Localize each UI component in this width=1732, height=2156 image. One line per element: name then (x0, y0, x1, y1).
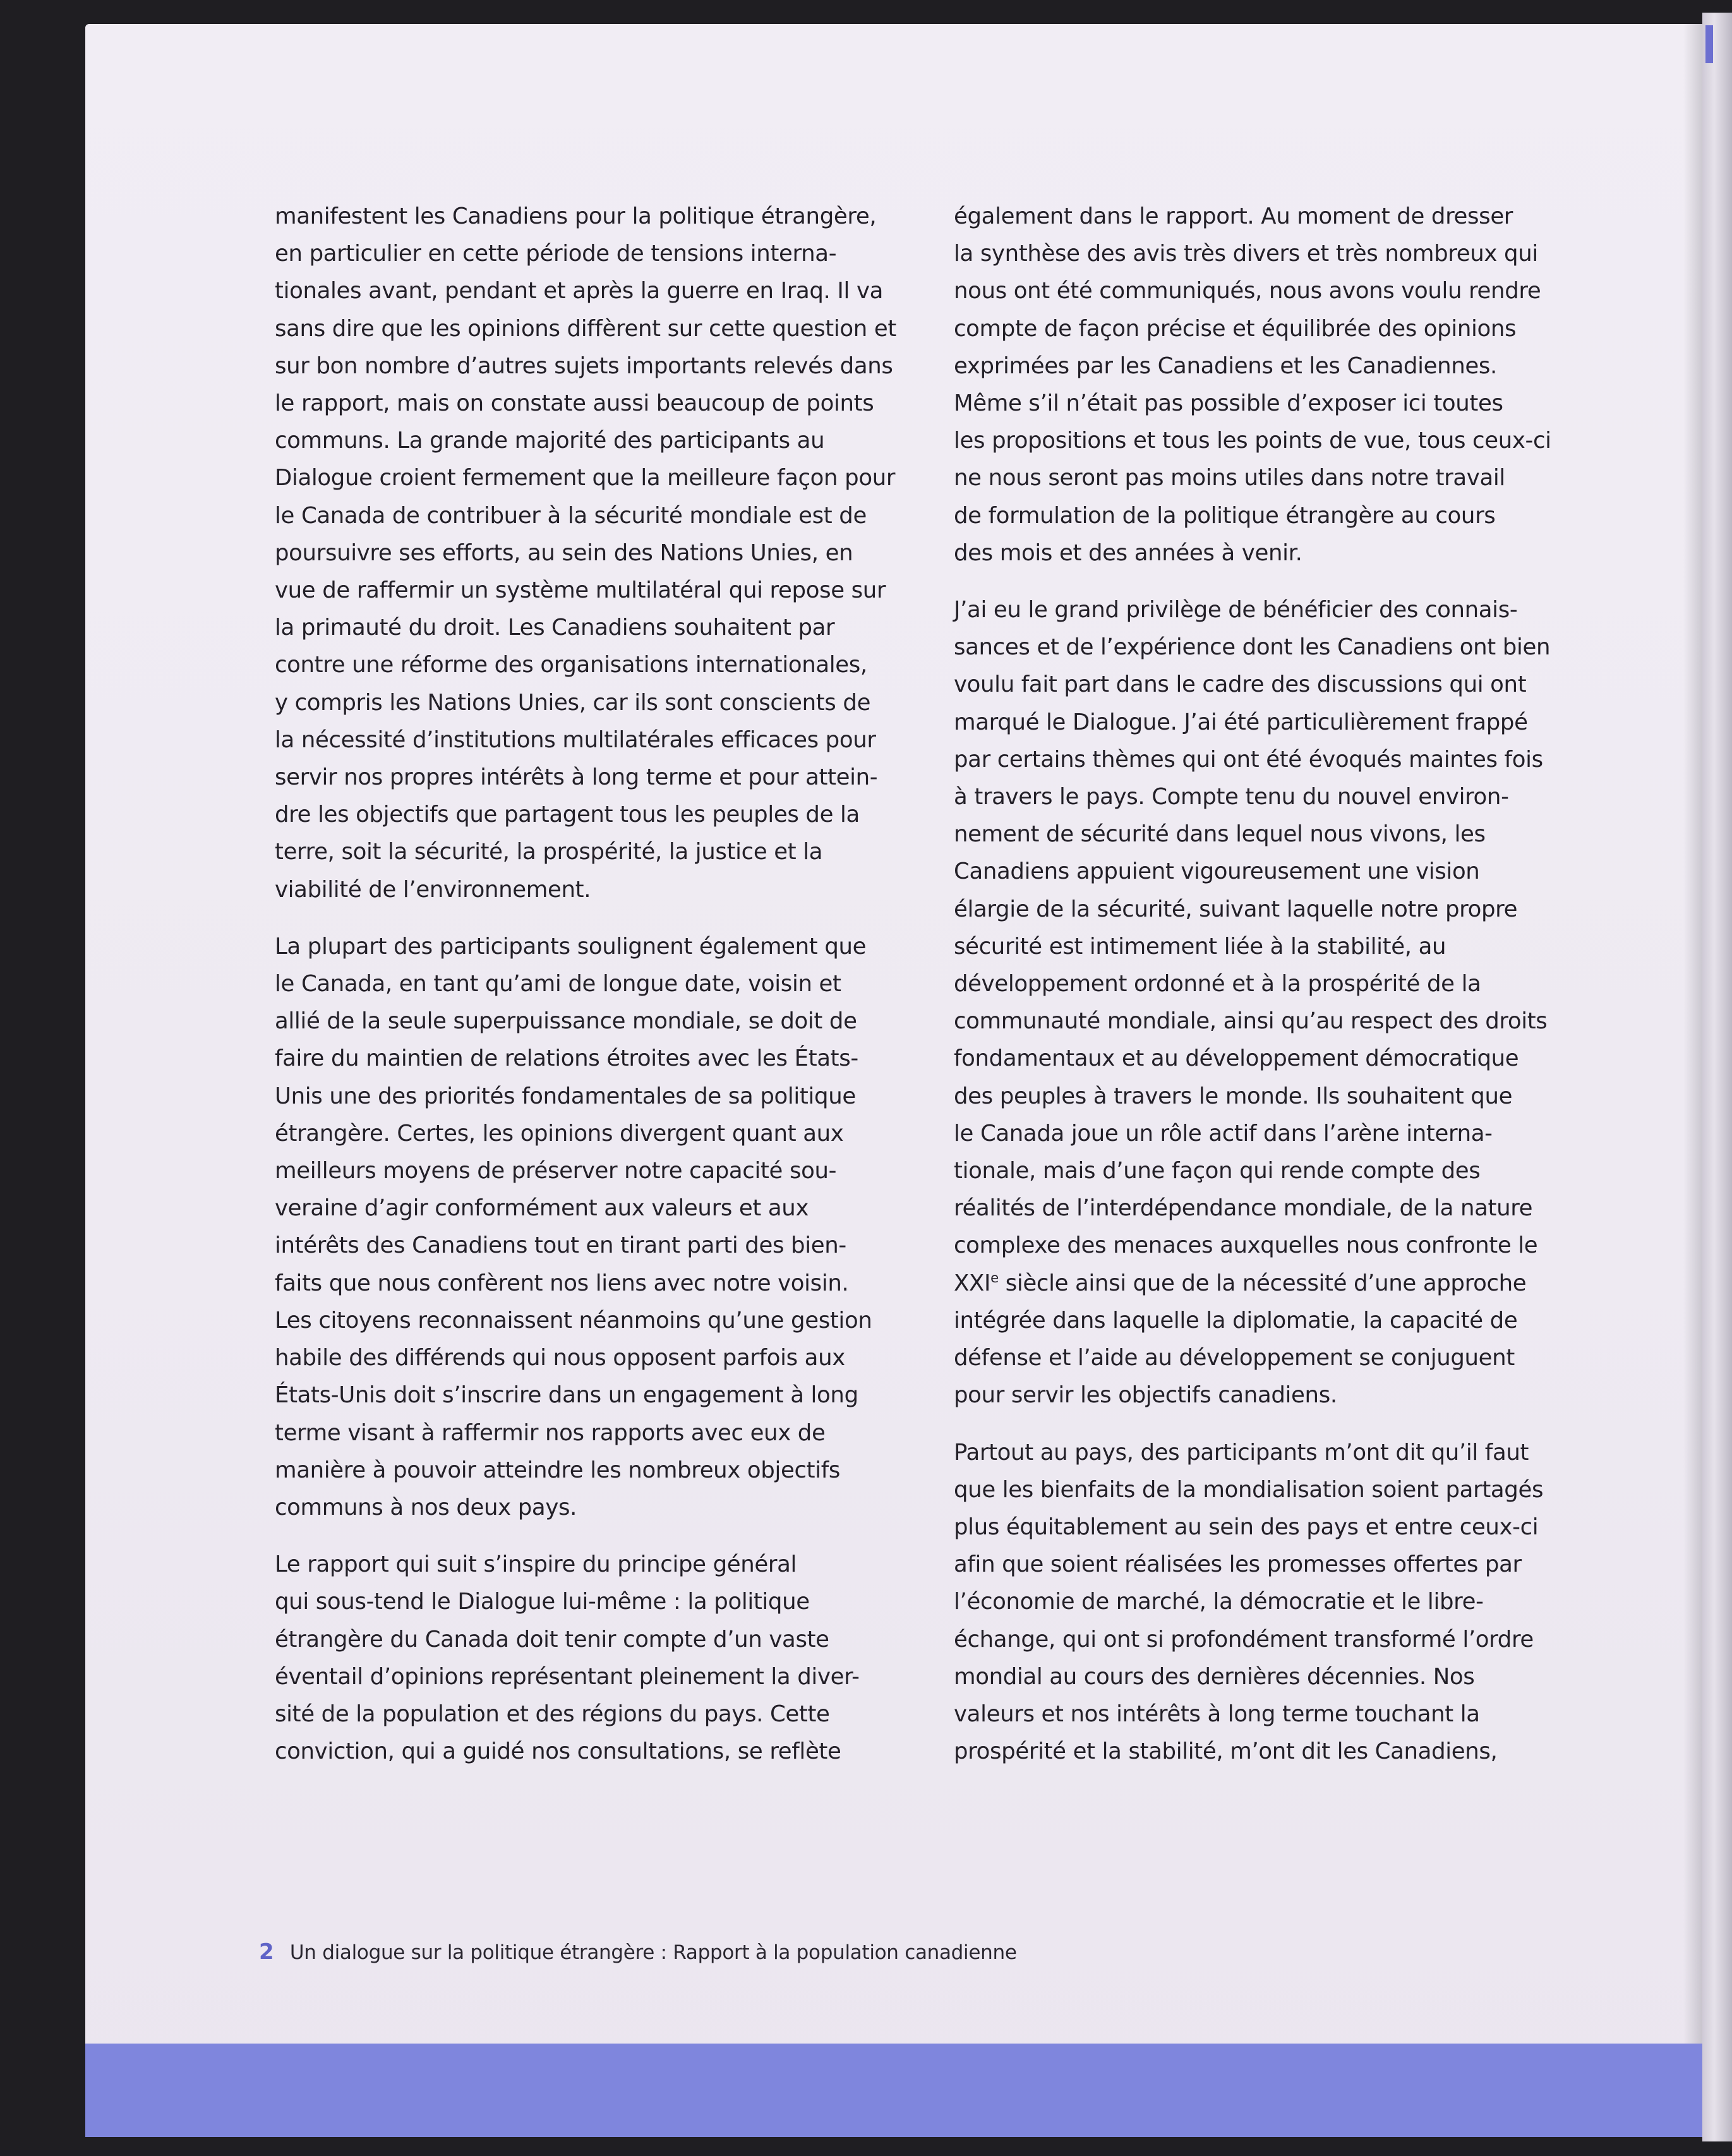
text-line: communs à nos deux pays. (275, 1494, 577, 1521)
text-line: étrangère. Certes, les opinions divergent quant aux (275, 1120, 844, 1147)
adjacent-page-edge (1702, 13, 1732, 2141)
page-footer (259, 1939, 1017, 1965)
text-line: servir nos propres intérêts à long terme et pour attein- (275, 764, 878, 791)
text-line: éventail d’opinions représentant pleinement la diver- (275, 1663, 860, 1690)
text-line: en particulier en cette période de tensions interna- (275, 241, 837, 267)
text-line: pour servir les objectifs canadiens. (954, 1382, 1337, 1409)
text-line: développement ordonné et à la prospérité de la (954, 971, 1481, 997)
left-column (275, 198, 906, 1790)
text-line: l’économie de marché, la démocratie et le libre- (954, 1589, 1484, 1615)
text-line: nement de sécurité dans lequel nous vivons, les (954, 821, 1486, 848)
text-line: le Canada, en tant qu’ami de longue date, voisin et (275, 971, 841, 997)
paragraph (275, 198, 906, 908)
text-line: mondial au cours des dernières décennies. Nos (954, 1663, 1475, 1690)
text-line: défense et l’aide au développement se conjuguent (954, 1345, 1515, 1371)
text-line: Les citoyens reconnaissent néanmoins qu’une gestion (275, 1307, 872, 1334)
century-numeral: XXI (954, 1270, 991, 1296)
text-line: faits que nous confèrent nos liens avec notre voisin. (275, 1270, 849, 1296)
text-line: intégrée dans laquelle la diplomatie, la capacité de (954, 1307, 1518, 1334)
text-line: tionale, mais d’une façon qui rende compte des (954, 1158, 1481, 1184)
adjacent-page-tab (1705, 25, 1713, 63)
text-line: Partout au pays, des participants m’ont dit qu’il faut (954, 1439, 1529, 1466)
page-number: 2 (259, 1939, 274, 1965)
text-line: sité de la population et des régions du pays. Cette (275, 1701, 830, 1727)
document-page (85, 24, 1702, 2137)
text-line: les propositions et tous les points de vue, tous ceux-ci (954, 428, 1551, 454)
text-line: que les bienfaits de la mondialisation soient partagés (954, 1476, 1544, 1503)
text-line: le Canada de contribuer à la sécurité mondiale est de (275, 502, 867, 529)
paragraph (954, 1434, 1585, 1771)
text-line: intérêts des Canadiens tout en tirant parti des bien- (275, 1232, 846, 1259)
running-title: Un dialogue sur la politique étrangère : Rapport à la population canadienne (289, 1941, 1017, 1964)
text-line: la synthèse des avis très divers et très nombreux qui (954, 241, 1538, 267)
text-line: meilleurs moyens de préserver notre capacité sou- (275, 1158, 837, 1184)
text-line: J’ai eu le grand privilège de bénéficier des connais- (954, 597, 1518, 623)
text-line: le rapport, mais on constate aussi beaucoup de points (275, 390, 874, 417)
text-line: communauté mondiale, ainsi qu’au respect des droits (954, 1008, 1548, 1035)
text-line: réalités de l’interdépendance mondiale, de la nature (954, 1195, 1533, 1222)
text-line: nous ont été communiqués, nous avons voulu rendre (954, 278, 1541, 304)
text-line: sur bon nombre d’autres sujets importants relevés dans (275, 352, 893, 379)
text-line: communs. La grande majorité des participants au (275, 428, 825, 454)
text-line: Dialogue croient fermement que la meilleure façon pour (275, 465, 896, 491)
text-line: y compris les Nations Unies, car ils sont conscients de (275, 689, 871, 716)
text-line: poursuivre ses efforts, au sein des Nations Unies, en (275, 539, 853, 566)
text-line: échange, qui ont si profondément transformé l’ordre (954, 1626, 1534, 1653)
text-line: sances et de l’expérience dont les Canadiens ont bien (954, 634, 1551, 661)
text-line: sans dire que les opinions diffèrent sur cette question et (275, 315, 896, 342)
ordinal-superscript: e (990, 1270, 999, 1286)
text-line: qui sous-tend le Dialogue lui-même : la politique (275, 1589, 810, 1615)
text-line: Même s’il n’était pas possible d’exposer ici toutes (954, 390, 1503, 417)
paragraph (275, 1546, 906, 1770)
text-line: vue de raffermir un système multilatéral qui repose sur (275, 577, 886, 604)
text-line: la nécessité d’institutions multilatérales efficaces pour (275, 726, 876, 753)
text-line: élargie de la sécurité, suivant laquelle notre propre (954, 896, 1518, 922)
text-line: valeurs et nos intérêts à long terme touchant la (954, 1701, 1480, 1727)
text-line: à travers le pays. Compte tenu du nouvel environ- (954, 784, 1509, 810)
text-line: conviction, qui a guidé nos consultations, se reflète (275, 1738, 841, 1765)
text-line: faire du maintien de relations étroites avec les États- (275, 1045, 858, 1072)
text-line: des mois et des années à venir. (954, 539, 1302, 566)
text-line: tionales avant, pendant et après la guerre en Iraq. Il va (275, 278, 884, 304)
text-line: veraine d’agir conformément aux valeurs et aux (275, 1195, 809, 1222)
text-line: Canadiens appuient vigoureusement une vision (954, 858, 1480, 885)
text-line: également dans le rapport. Au moment de dresser (954, 203, 1513, 229)
text-line: habile des différends qui nous opposent parfois aux (275, 1345, 845, 1371)
text-line: complexe des menaces auxquelles nous confronte le (954, 1232, 1538, 1259)
text-line: fondamentaux et au développement démocratique (954, 1045, 1519, 1072)
text-line: Le rapport qui suit s’inspire du principe général (275, 1551, 797, 1578)
line-remainder: siècle ainsi que de la nécessité d’une approche (998, 1270, 1527, 1296)
text-line: des peuples à travers le monde. Ils souhaitent que (954, 1083, 1513, 1109)
text-line: compte de façon précise et équilibrée des opinions (954, 315, 1517, 342)
text-line: afin que soient réalisées les promesses offertes par (954, 1551, 1522, 1578)
text-line (954, 1265, 1585, 1302)
paragraph (275, 928, 906, 1526)
text-line: La plupart des participants soulignent également que (275, 933, 867, 960)
text-line: dre les objectifs que partagent tous les peuples de la (275, 802, 860, 828)
text-line: viabilité de l’environnement. (275, 876, 591, 903)
page-shadow (1683, 24, 1702, 2137)
text-line: la primauté du droit. Les Canadiens souhaitent par (275, 615, 835, 641)
right-column (954, 198, 1585, 1790)
text-line: Unis une des priorités fondamentales de sa politique (275, 1083, 856, 1109)
text-line: de formulation de la politique étrangère au cours (954, 502, 1496, 529)
text-line: allié de la seule superpuissance mondiale, se doit de (275, 1008, 857, 1035)
text-line: exprimées par les Canadiens et les Canadiennes. (954, 352, 1497, 379)
text-line: par certains thèmes qui ont été évoqués maintes fois (954, 746, 1543, 773)
text-line: États-Unis doit s’inscrire dans un engagement à long (275, 1382, 858, 1409)
paragraph (954, 198, 1585, 572)
text-line: manifestent les Canadiens pour la politique étrangère, (275, 203, 877, 229)
text-line: plus équitablement au sein des pays et entre ceux-ci (954, 1514, 1539, 1540)
text-line: voulu fait part dans le cadre des discussions qui ont (954, 671, 1527, 698)
text-line: étrangère du Canada doit tenir compte d’un vaste (275, 1626, 829, 1653)
text-line: terre, soit la sécurité, la prospérité, la justice et la (275, 839, 823, 865)
text-line: contre une réforme des organisations internationales, (275, 652, 867, 678)
text-line: sécurité est intimement liée à la stabilité, au (954, 933, 1446, 960)
text-line: manière à pouvoir atteindre les nombreux objectifs (275, 1457, 841, 1483)
text-line: ne nous seront pas moins utiles dans notre travail (954, 465, 1505, 491)
bottom-color-band (85, 2044, 1702, 2137)
text-line: le Canada joue un rôle actif dans l’arène interna- (954, 1120, 1493, 1147)
text-line: marqué le Dialogue. J’ai été particulièrement frappé (954, 709, 1528, 735)
text-line: terme visant à raffermir nos rapports avec eux de (275, 1419, 826, 1446)
text-line: prospérité et la stabilité, m’ont dit les Canadiens, (954, 1738, 1498, 1765)
paragraph (954, 591, 1585, 1414)
